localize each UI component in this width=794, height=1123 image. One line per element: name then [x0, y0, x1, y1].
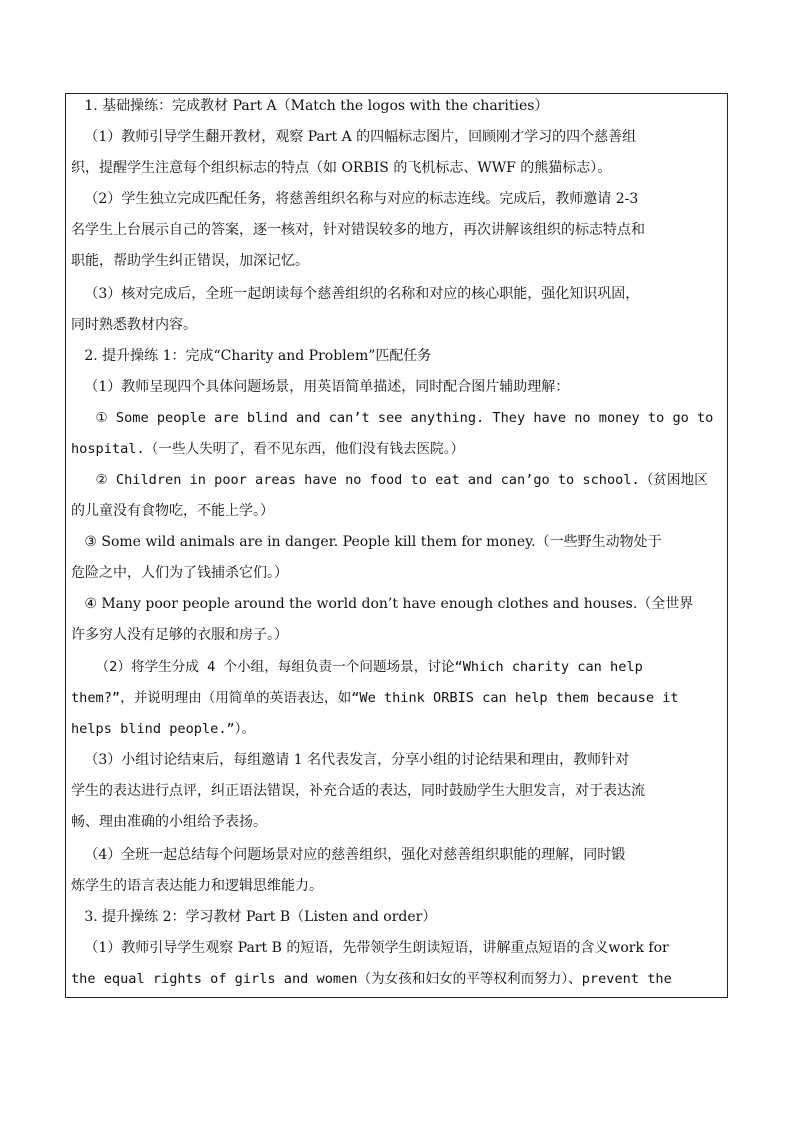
paragraph-line: hospital.（一些人失明了，看不见东西，他们没有钱去医院。） — [71, 441, 465, 457]
paragraph-line: 许多穷人没有足够的衣服和房子。） — [71, 627, 288, 643]
paragraph-line: （2）将学生分成 4 个小组，每组负责一个问题场景，讨论“Which charity can help — [71, 659, 643, 675]
paragraph-line: （4）全班一起总结每个问题场景对应的慈善组织，强化对慈善组织职能的理解，同时锻 — [71, 847, 626, 863]
paragraph-line: 的儿童没有食物吃，不能上学。） — [71, 503, 274, 519]
paragraph-line: ② Children in poor areas have no food to eat and can’go to school.（贫困地区 — [71, 472, 708, 488]
section-heading: 1. 基础操练：完成教材 Part A（Match the logos with the charities） — [71, 98, 549, 114]
paragraph-line: 名学生上台展示自己的答案，逐一核对，针对错误较多的地方，再次讲解该组织的标志特点和 — [71, 222, 645, 238]
paragraph-line: 学生的表达进行点评，纠正语法错误，补充合适的表达，同时鼓励学生大胆发言，对于表达流 — [71, 783, 645, 799]
paragraph-line: ① Some people are blind and can’t see anything. They have no money to go to — [71, 410, 714, 426]
paragraph-line: ④ Many poor people around the world don’t have enough clothes and houses.（全世界 — [71, 596, 694, 612]
paragraph-line: 炼学生的语言表达能力和逻辑思维能力。 — [71, 878, 323, 894]
section-heading: 3. 提升操练 2：学习教材 Part B（Listen and order） — [71, 909, 437, 925]
paragraph-line: （3）小组讨论结束后，每组邀请 1 名代表发言，分享小组的讨论结果和理由，教师针对 — [71, 752, 630, 768]
paragraph-line: （3）核对完成后，全班一起朗读每个慈善组织的名称和对应的核心职能，强化知识巩固， — [71, 286, 640, 302]
paragraph-line: （1）教师呈现四个具体问题场景，用英语简单描述，同时配合图片辅助理解： — [71, 379, 570, 395]
paragraph-line: （2）学生独立完成匹配任务，将慈善组织名称与对应的标志连线。完成后，教师邀请 2-3 — [71, 191, 639, 207]
section-heading: 2. 提升操练 1：完成“Charity and Problem”匹配任务 — [71, 348, 432, 364]
paragraph-line: ③ Some wild animals are in danger. People kill them for money.（一些野生动物处于 — [71, 534, 662, 550]
paragraph-line: 畅、理由准确的小组给予表扬。 — [71, 814, 267, 830]
paragraph-line: 职能，帮助学生纠正错误，加深记忆。 — [71, 253, 309, 269]
paragraph-line: 危险之中，人们为了钱捕杀它们。） — [71, 565, 288, 581]
paragraph-line: the equal rights of girls and women（为女孩和妇女的平等权利而努力）、prevent the — [71, 971, 672, 987]
paragraph-line: 织，提醒学生注意每个组织标志的特点（如 ORBIS 的飞机标志、WWF 的熊猫标志）。 — [71, 160, 612, 176]
paragraph-line: helps blind people.”）。 — [71, 721, 256, 737]
paragraph-line: them?”，并说明理由（用简单的英语表达，如“We think ORBIS can help them because it — [71, 690, 679, 706]
paragraph-line: （1）教师引导学生翻开教材，观察 Part A 的四幅标志图片，回顾刚才学习的四个慈善组 — [71, 129, 637, 145]
paragraph-line: （1）教师引导学生观察 Part B 的短语，先带领学生朗读短语，讲解重点短语的含义work for — [71, 940, 669, 956]
paragraph-line: 同时熟悉教材内容。 — [71, 317, 197, 333]
